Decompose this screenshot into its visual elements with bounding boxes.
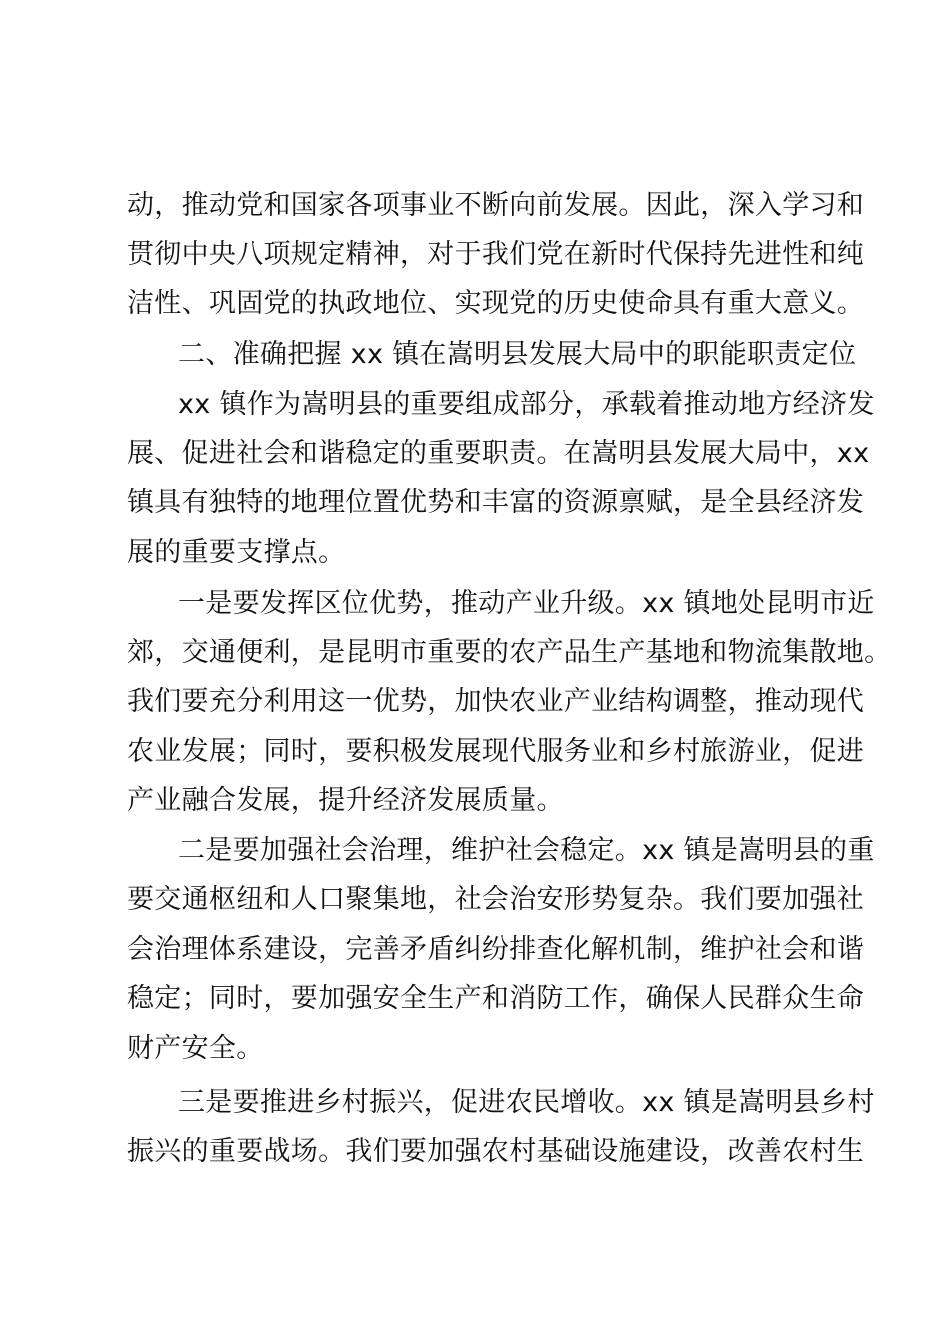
text-line: 稳定；同时，要加强安全生产和消防工作，确保人民群众生命 [127, 983, 865, 1014]
text-line: 农业发展；同时，要积极发展现代服务业和乡村旅游业，促进 [127, 736, 865, 767]
text-line: 贯彻中央八项规定精神，对于我们党在新时代保持先进性和纯 [127, 239, 865, 270]
section-heading: 二、准确把握 xx 镇在嵩明县发展大局中的职能职责定位 [178, 339, 857, 370]
text-line: 二是要加强社会治理，维护社会稳定。xx 镇是嵩明县的重 [178, 835, 875, 866]
text-line: 一是要发挥区位优势，推动产业升级。xx 镇地处昆明市近 [178, 588, 875, 619]
text-line: 要交通枢纽和人口聚集地，社会治安形势复杂。我们要加强社 [127, 884, 865, 915]
text-line: 财产安全。 [127, 1033, 264, 1064]
text-line: 振兴的重要战场。我们要加强农村基础设施建设，改善农村生 [127, 1136, 865, 1167]
text-line: 三是要推进乡村振兴，促进农民增收。xx 镇是嵩明县乡村 [178, 1087, 875, 1118]
text-line: 我们要充分利用这一优势，加快农业产业结构调整，推动现代 [127, 686, 865, 717]
text-line: 洁性、巩固党的执政地位、实现党的历史使命具有重大意义。 [127, 288, 865, 319]
text-line: 会治理体系建设，完善矛盾纠纷排查化解机制，维护社会和谐 [127, 934, 865, 965]
text-line: 动，推动党和国家各项事业不断向前发展。因此，深入学习和 [127, 190, 865, 221]
text-line: 展、促进社会和谐稳定的重要职责。在嵩明县发展大局中，xx [127, 438, 870, 469]
text-line: xx 镇作为嵩明县的重要组成部分，承载着推动地方经济发 [178, 389, 875, 420]
text-line: 展的重要支撑点。 [127, 537, 346, 568]
text-line: 镇具有独特的地理位置优势和丰富的资源禀赋，是全县经济发 [127, 487, 865, 518]
text-line: 郊，交通便利，是昆明市重要的农产品生产基地和物流集散地。 [127, 637, 892, 668]
text-line: 产业融合发展，提升经济发展质量。 [127, 785, 564, 816]
